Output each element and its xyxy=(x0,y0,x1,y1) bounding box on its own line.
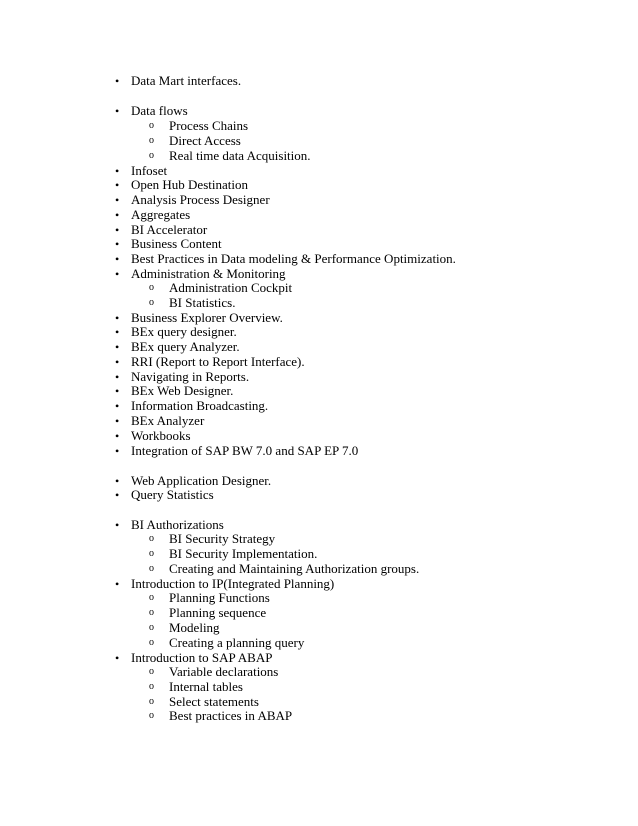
bullet-marker: • xyxy=(115,355,120,369)
bullet-marker: • xyxy=(115,325,120,339)
list-item-text: Internal tables xyxy=(169,679,243,694)
bullet-marker: • xyxy=(115,237,120,251)
list-item-text: BI Accelerator xyxy=(131,222,208,237)
list-item-text: BEx Analyzer xyxy=(131,413,205,428)
bullet-marker: • xyxy=(115,577,120,591)
list-item-text: RRI (Report to Report Interface). xyxy=(131,354,305,369)
bullet-marker: • xyxy=(115,340,120,354)
list-item-text: BEx query Analyzer. xyxy=(131,339,240,354)
circle-marker: o xyxy=(149,548,154,559)
bullet-marker: • xyxy=(115,444,120,458)
list-item-text: Query Statistics xyxy=(131,487,214,502)
list-item-text: Planning Functions xyxy=(169,590,270,605)
list-item-text: Direct Access xyxy=(169,133,241,148)
list-item-text: Business Content xyxy=(131,236,222,251)
bullet-marker: • xyxy=(115,223,120,237)
list-item-text: Data flows xyxy=(131,103,188,118)
circle-marker: o xyxy=(149,297,154,308)
bullet-marker: • xyxy=(115,178,120,192)
list-item-text: Creating and Maintaining Authorization groups. xyxy=(169,561,420,576)
list-item-text: Integration of SAP BW 7.0 and SAP EP 7.0 xyxy=(131,443,359,458)
list-item-text: BEx query designer. xyxy=(131,324,237,339)
list-item-text: Modeling xyxy=(169,620,220,635)
bullet-marker: • xyxy=(115,399,120,413)
circle-marker: o xyxy=(149,150,154,161)
list-item-text: Data Mart interfaces. xyxy=(131,73,242,88)
list-item-text: Planning sequence xyxy=(169,605,267,620)
bullet-marker: • xyxy=(115,252,120,266)
bullet-marker: • xyxy=(115,74,120,88)
circle-marker: o xyxy=(149,533,154,544)
list-item-text: Creating a planning query xyxy=(169,635,305,650)
circle-marker: o xyxy=(149,607,154,618)
list-item-text: Administration & Monitoring xyxy=(131,266,286,281)
list-item-text: Variable declarations xyxy=(169,664,279,679)
list-item-text: BI Statistics. xyxy=(169,295,236,310)
bullet-marker: • xyxy=(115,208,120,222)
list-item-text: Best practices in ABAP xyxy=(169,708,293,723)
circle-marker: o xyxy=(149,592,154,603)
bullet-marker: • xyxy=(115,104,120,118)
list-item-text: Real time data Acquisition. xyxy=(169,148,311,163)
list-item-text: BI Security Implementation. xyxy=(169,546,318,561)
list-item-text: Web Application Designer. xyxy=(131,473,272,488)
circle-marker: o xyxy=(149,681,154,692)
bullet-marker: • xyxy=(115,414,120,428)
bullet-marker: • xyxy=(115,474,120,488)
circle-marker: o xyxy=(149,710,154,721)
list-item-text: Aggregates xyxy=(131,207,191,222)
circle-marker: o xyxy=(149,563,154,574)
bullet-marker: • xyxy=(115,370,120,384)
bullet-marker: • xyxy=(115,488,120,502)
bullet-marker: • xyxy=(115,384,120,398)
circle-marker: o xyxy=(149,696,154,707)
list-item-text: Best Practices in Data modeling & Performance Optimization. xyxy=(131,251,456,266)
list-item-text: Administration Cockpit xyxy=(169,280,293,295)
list-item-text: BEx Web Designer. xyxy=(131,383,234,398)
circle-marker: o xyxy=(149,282,154,293)
bullet-marker: • xyxy=(115,311,120,325)
circle-marker: o xyxy=(149,637,154,648)
circle-marker: o xyxy=(149,622,154,633)
list-item-text: Introduction to IP(Integrated Planning) xyxy=(131,576,335,591)
list-item-text: Workbooks xyxy=(131,428,191,443)
list-item-text: BI Authorizations xyxy=(131,517,224,532)
bullet-marker: • xyxy=(115,267,120,281)
bullet-marker: • xyxy=(115,518,120,532)
bullet-marker: • xyxy=(115,164,120,178)
list-item-text: Process Chains xyxy=(169,118,249,133)
list-item-text: Analysis Process Designer xyxy=(131,192,270,207)
list-item-text: Introduction to SAP ABAP xyxy=(131,650,273,665)
list-item-text: Select statements xyxy=(169,694,259,709)
bullet-marker: • xyxy=(115,429,120,443)
list-item-text: Open Hub Destination xyxy=(131,177,248,192)
bullet-marker: • xyxy=(115,193,120,207)
circle-marker: o xyxy=(149,135,154,146)
circle-marker: o xyxy=(149,120,154,131)
list-item-text: Business Explorer Overview. xyxy=(131,310,283,325)
list-item-text: Navigating in Reports. xyxy=(131,369,250,384)
list-item-text: Information Broadcasting. xyxy=(131,398,269,413)
list-item-text: BI Security Strategy xyxy=(169,531,276,546)
circle-marker: o xyxy=(149,666,154,677)
bullet-marker: • xyxy=(115,651,120,665)
list-item-text: Infoset xyxy=(131,163,168,178)
